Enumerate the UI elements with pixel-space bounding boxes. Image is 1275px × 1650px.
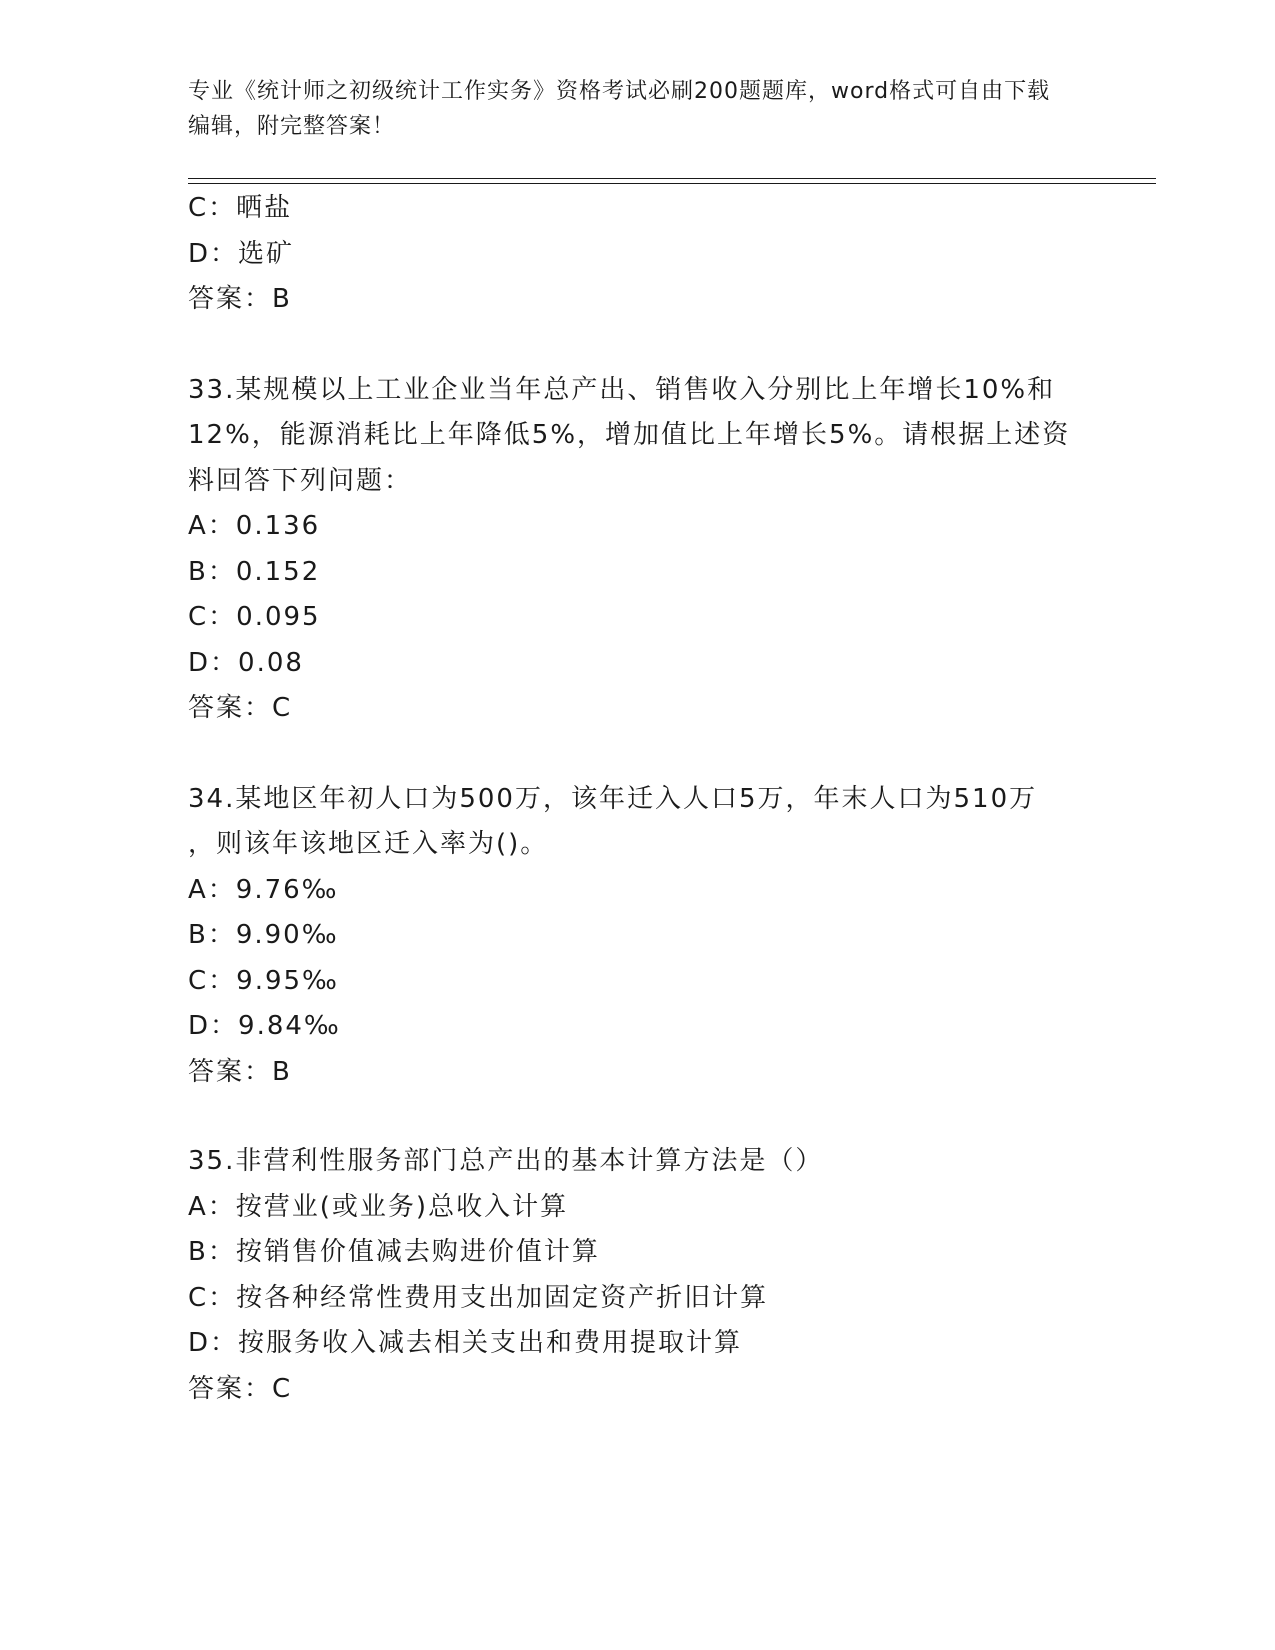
option-a: A：按营业(或业务)总收入计算 <box>188 1191 569 1222</box>
option-b: B：0.152 <box>188 556 321 587</box>
option-c: C：晒盐 <box>188 193 293 223</box>
option-c: C：0.095 <box>188 602 321 632</box>
answer-line: 答案：B <box>188 1056 292 1087</box>
option-d: D：选矿 <box>188 238 295 269</box>
option-a: A：9.76‰ <box>188 874 339 905</box>
question-continued <box>188 186 1088 323</box>
question-stem-line: 料回答下列问题： <box>188 465 413 496</box>
question-stem-line: 33.某规模以上工业企业当年总产出、销售收入分别比上年增长10%和 <box>188 374 1056 405</box>
option-c: C：按各种经常性费用支出加固定资产折旧计算 <box>188 1282 769 1313</box>
header-text: 专业《统计师之初级统计工作实务》资格考试必刷200题题库，word格式可自由下载编辑，附完整答案！ <box>188 79 1051 139</box>
option-d: D：0.08 <box>188 647 304 678</box>
option-d: D：按服务收入减去相关支出和费用提取计算 <box>188 1328 743 1358</box>
header-divider-top <box>188 178 1156 179</box>
answer-line: 答案：C <box>188 1373 293 1404</box>
question-list <box>188 186 1088 1412</box>
option-c: C：9.95‰ <box>188 965 339 996</box>
question-stem-line: 34.某地区年初人口为500万，该年迁入人口5万，年末人口为510万 <box>188 783 1038 814</box>
option-d: D：9.84‰ <box>188 1011 341 1041</box>
header-divider-bottom <box>188 183 1156 184</box>
question-35 <box>188 1139 1088 1412</box>
option-a: A：0.136 <box>188 511 321 541</box>
question-stem-line: 12%，能源消耗比上年降低5%，增加值比上年增长5%。请根据上述资 <box>188 420 1071 450</box>
answer-line: 答案：C <box>188 693 293 723</box>
question-stem-line: 35.非营利性服务部门总产出的基本计算方法是（） <box>188 1146 824 1176</box>
question-stem-line: ，则该年该地区迁入率为()。 <box>188 829 549 859</box>
question-34 <box>188 777 1088 1096</box>
answer-line: 答案：B <box>188 284 292 314</box>
option-b: B：9.90‰ <box>188 920 339 950</box>
option-b: B：按销售价值减去购进价值计算 <box>188 1237 600 1267</box>
document-header <box>188 74 1068 144</box>
question-33 <box>188 368 1088 732</box>
